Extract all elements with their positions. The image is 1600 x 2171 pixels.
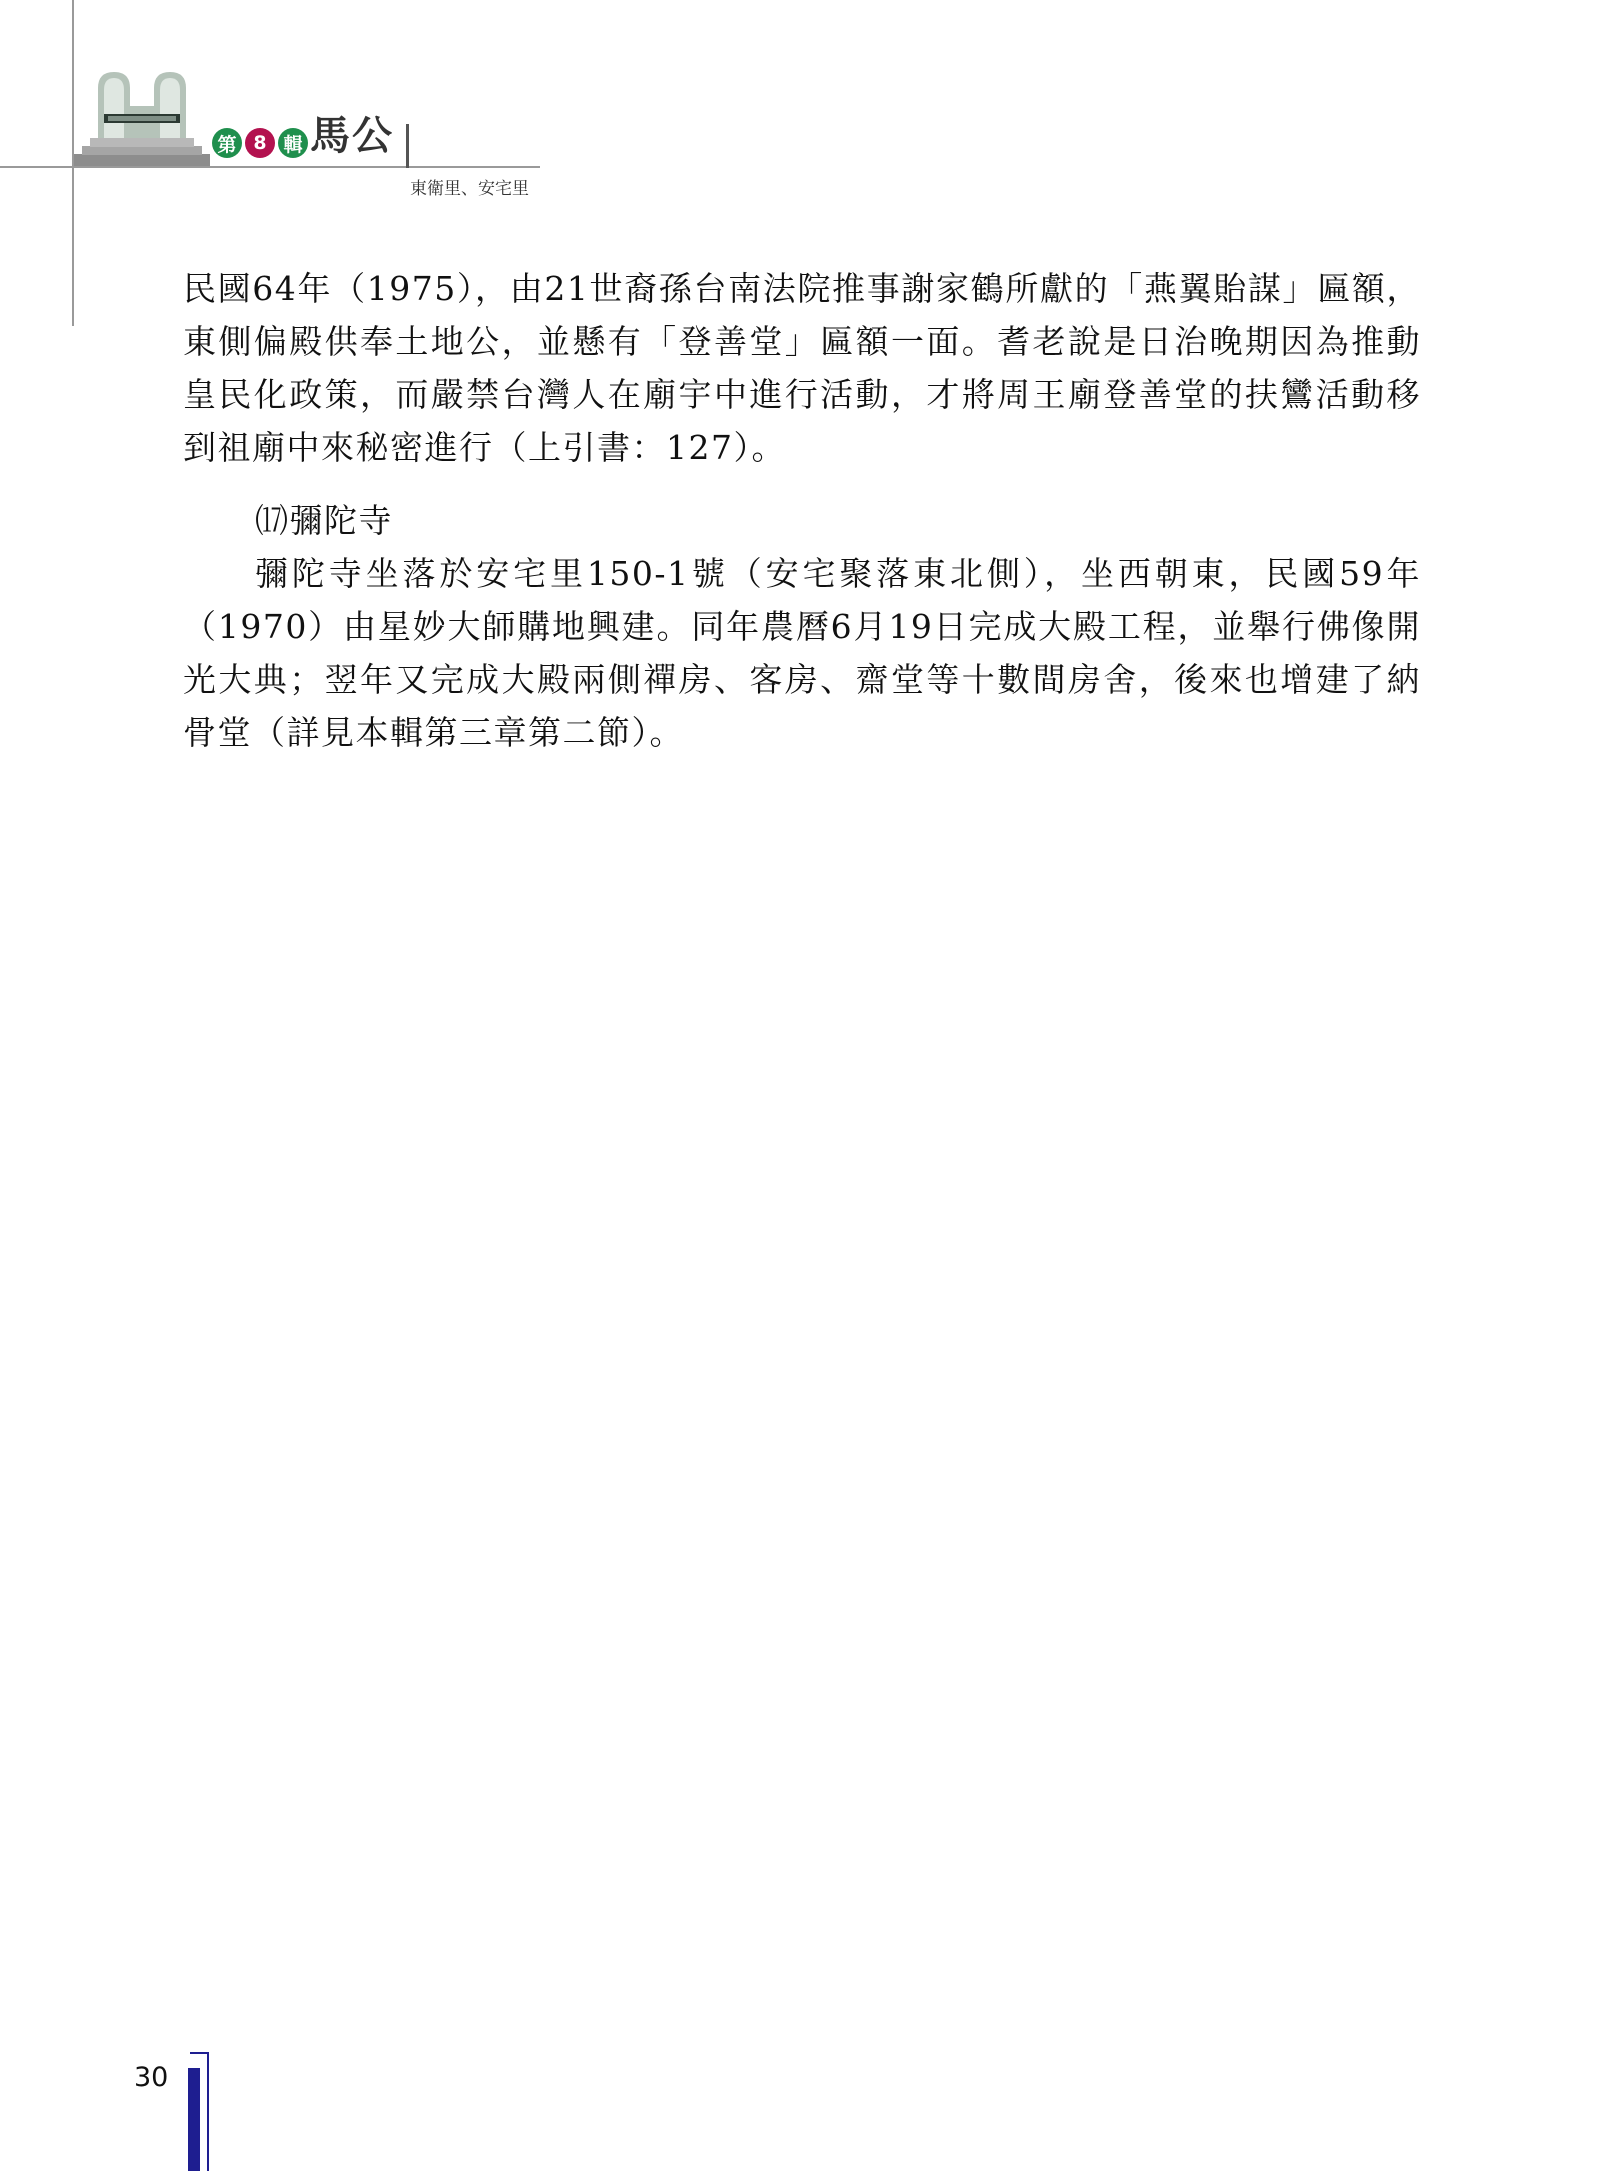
volume-suffix: 輯 [278, 128, 308, 158]
place-title: 馬公 [310, 112, 394, 159]
monument-logo-icon [74, 62, 210, 166]
body-text [183, 262, 1421, 759]
footer-bar [188, 2068, 200, 2171]
paragraph-2: 彌陀寺坐落於安宅里150-1號（安宅聚落東北側），坐西朝東，民國59年（1970）由星妙大師購地興建。同年農曆6月19日完成大殿工程，並舉行佛像開光大典；翌年又完成大殿兩側禪房、客房、齋堂等十數間房舍，後來也增建了納骨堂（詳見本輯第三章第二節）。 [183, 554, 1421, 752]
paragraph-1: 民國64年（1975），由21世裔孫台南法院推事謝家鶴所獻的「燕翼貽謀」匾額，東側偏殿供奉土地公，並懸有「登善堂」匾額一面。耆老說是日治晚期因為推動皇民化政策，而嚴禁台灣人在廟宇中進行活動，才將周王廟登善堂的扶鸞活動移到祖廟中來秘密進行（上引書：127）。 [183, 269, 1421, 467]
header-rule [0, 166, 540, 168]
section-subtitle: 東衛里、安宅里 [410, 179, 529, 199]
footer-rule-vertical [207, 2052, 209, 2171]
section-heading: ⒄彌陀寺 [255, 501, 393, 540]
volume-badge [212, 128, 308, 158]
volume-prefix: 第 [212, 128, 242, 158]
page-number: 30 [134, 2062, 169, 2093]
volume-number: 8 [245, 128, 275, 158]
header-divider [406, 124, 409, 168]
